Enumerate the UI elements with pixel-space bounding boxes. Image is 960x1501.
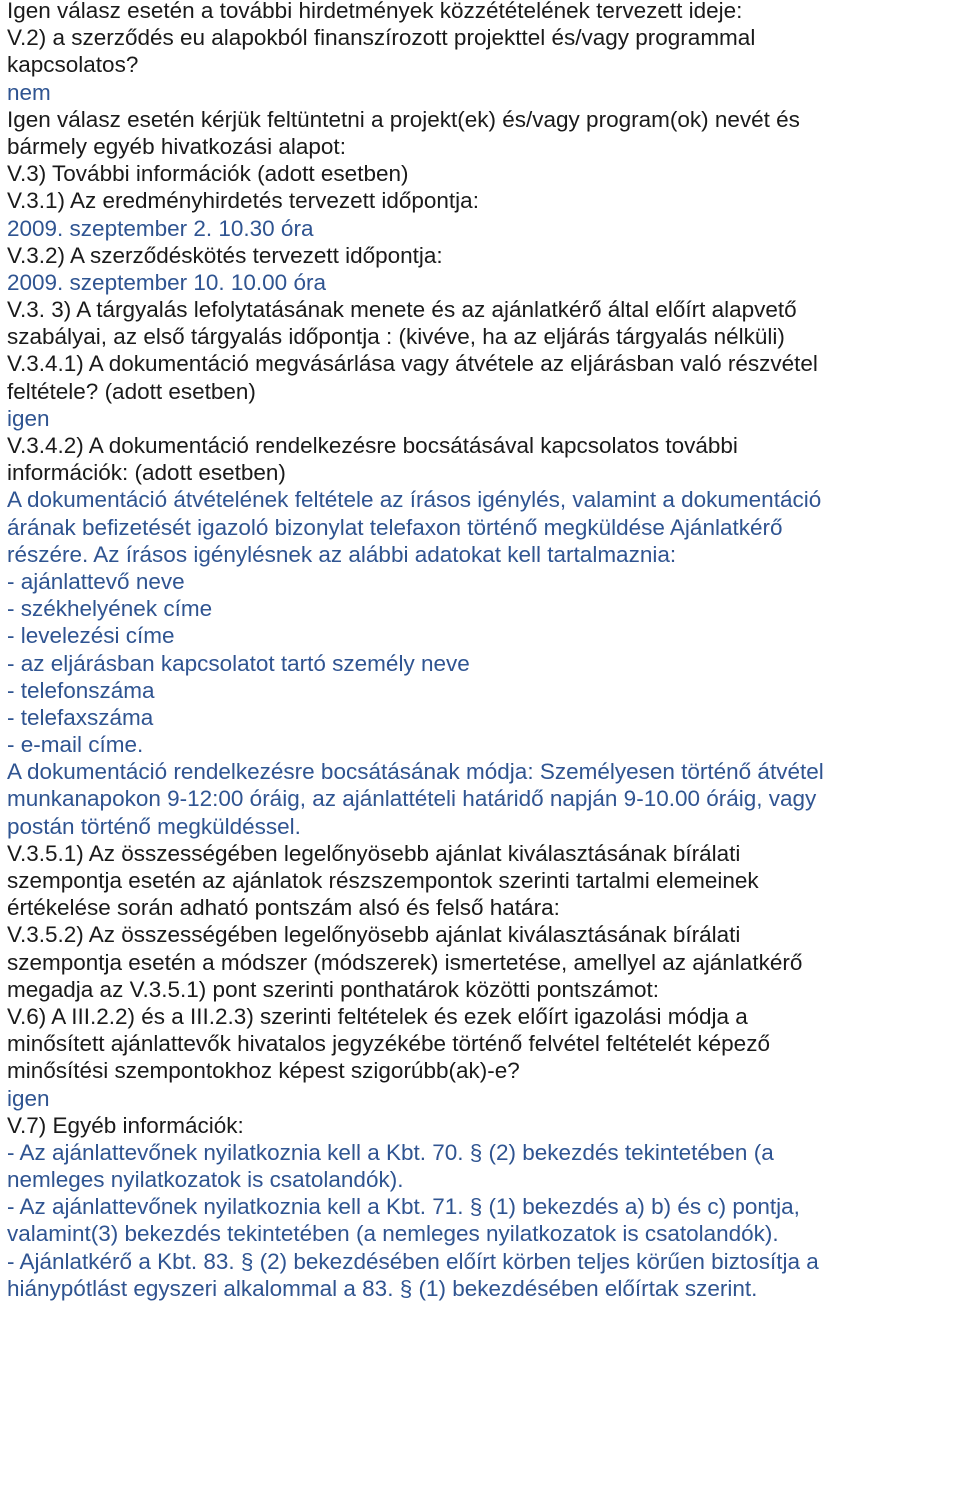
document-line: bármely egyéb hivatkozási alapot:: [7, 133, 346, 159]
document-line: igen: [7, 1085, 50, 1111]
document-line: V.3.5.2) Az összességében legelőnyösebb ajánlat kiválasztásának bírálati: [7, 922, 741, 948]
document-line: értékelése során adható pontszám alsó és felső határa:: [7, 895, 560, 921]
document-line: V.3.5.1) Az összességében legelőnyösebb ajánlat kiválasztásának bírálati: [7, 840, 741, 866]
document-line: V.2) a szerződés eu alapokból finanszírozott projekttel és/vagy programmal: [7, 25, 756, 51]
document-line: A dokumentáció átvételének feltétele az írásos igénylés, valamint a dokumentáció: [7, 487, 822, 513]
document-line: nem: [7, 79, 51, 105]
document-line: - Az ajánlattevőnek nyilatkoznia kell a Kbt. 71. § (1) bekezdés a) b) és c) pontja,: [7, 1194, 800, 1220]
document-line: információk: (adott esetben): [7, 460, 286, 486]
document-line: szempontja esetén a módszer (módszerek) ismertetése, amellyel az ajánlatkérő: [7, 949, 803, 975]
document-line: V.3.4.2) A dokumentáció rendelkezésre bocsátásával kapcsolatos további: [7, 433, 738, 458]
document-line: hiánypótlást egyszeri alkalommal a 83. § (1) bekezdésében előírtak szerint.: [7, 1275, 758, 1301]
document-line: árának befizetését igazoló bizonylat telefaxon történő megküldése Ajánlatkérő: [7, 514, 783, 540]
document-line: 2009. szeptember 10. 10.00 óra: [7, 269, 326, 295]
document-line: megadja az V.3.5.1) pont szerinti ponthatárok közötti pontszámot:: [7, 976, 660, 1002]
document-line: postán történő megküldéssel.: [7, 813, 301, 839]
document-line: V.3. 3) A tárgyalás lefolytatásának menete és az ajánlatkérő által előírt alapvető: [7, 297, 797, 323]
document-line: feltétele? (adott esetben): [7, 378, 256, 404]
document-line: - ajánlattevő neve: [7, 568, 185, 594]
document-line: - székhelyének címe: [7, 596, 213, 622]
document-line: - az eljárásban kapcsolatot tartó személy neve: [7, 650, 470, 676]
document-line: V.7) Egyéb információk:: [7, 1112, 244, 1138]
document-line: igen: [7, 405, 50, 431]
document-line: - Ajánlatkérő a Kbt. 83. § (2) bekezdésében előírt körben teljes körűen biztosítja a: [7, 1248, 819, 1274]
document-line: minősített ajánlattevők hivatalos jegyzékébe történő felvétel feltételét képező: [7, 1031, 770, 1057]
document-line: - Az ajánlattevőnek nyilatkoznia kell a Kbt. 70. § (2) bekezdés tekintetében (a: [7, 1139, 774, 1165]
document-line: kapcsolatos?: [7, 52, 139, 78]
document-line: V.6) A III.2.2) és a III.2.3) szerinti feltételek és ezek előírt igazolási módja a: [7, 1003, 748, 1029]
document-line: V.3) További információk (adott esetben): [7, 161, 409, 187]
document-line: minősítési szempontokhoz képest szigorúbb(ak)-e?: [7, 1058, 520, 1084]
document-line: - telefonszáma: [7, 677, 155, 703]
document-line: szempontja esetén az ajánlatok részszempontok szerinti tartalmi elemeinek: [7, 868, 759, 893]
document-line: - e-mail címe.: [7, 732, 144, 758]
document-line: V.3.1) Az eredményhirdetés tervezett időpontja:: [7, 188, 479, 214]
document-line: V.3.4.1) A dokumentáció megvásárlása vagy átvétele az eljárásban való részvétel: [7, 351, 818, 377]
document-line: nemleges nyilatkozatok is csatolandók).: [7, 1167, 404, 1193]
document-line: valamint(3) bekezdés tekintetében (a nemleges nyilatkozatok is csatolandók).: [7, 1221, 779, 1247]
document-line: részére. Az írásos igénylésnek az alábbi adatokat kell tartalmaznia:: [7, 541, 677, 567]
document-line: - levelezési címe: [7, 623, 175, 649]
document-line: - telefaxszáma: [7, 704, 154, 730]
document-line: munkanapokon 9-12:00 óráig, az ajánlattételi határidő napján 9-10.00 óráig, vagy: [7, 786, 817, 812]
document-line: V.3.2) A szerződéskötés tervezett időpontja:: [7, 242, 443, 268]
document-line: A dokumentáció rendelkezésre bocsátásának módja: Személyesen történő átvétel: [7, 759, 824, 785]
document-line: 2009. szeptember 2. 10.30 óra: [7, 215, 314, 241]
document-line: Igen válasz esetén a további hirdetmények közzétételének tervezett ideje:: [7, 0, 743, 23]
document-line: Igen válasz esetén kérjük feltüntetni a projekt(ek) és/vagy program(ok) nevét és: [7, 106, 800, 132]
document-line: szabályai, az első tárgyalás időpontja : (kivéve, ha az eljárás tárgyalás nélküli): [7, 324, 785, 350]
